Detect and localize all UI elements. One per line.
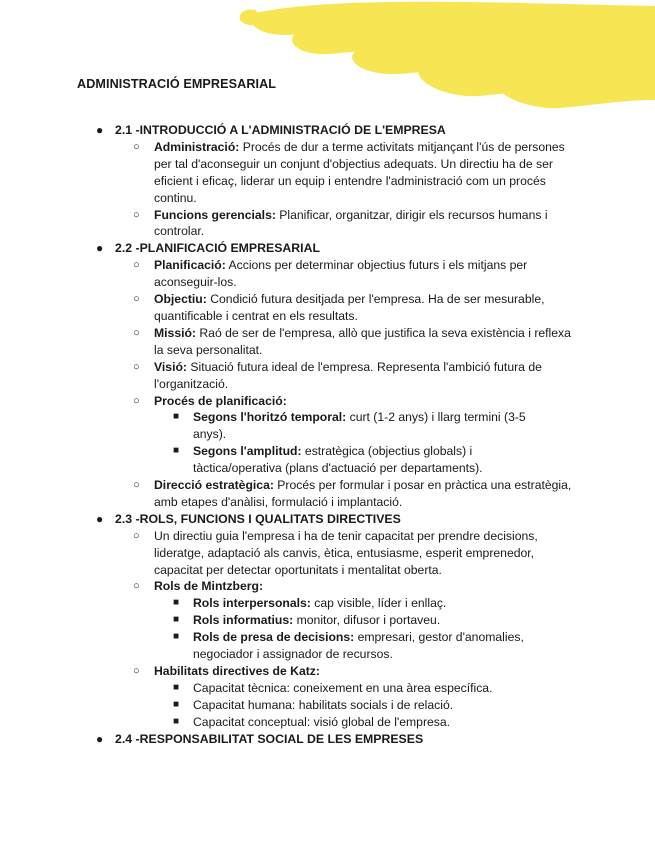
document-title: ADMINISTRACIÓ EMPRESARIAL bbox=[77, 77, 277, 91]
square-bullet: ■ bbox=[173, 411, 180, 423]
sub-list-item: ■ Rols de presa de decisions: empresari, gestor d'anomalies, negociador i assignador de recursos. bbox=[173, 630, 524, 662]
circle-bullet: ○ bbox=[133, 140, 140, 153]
sub-list-item: ■ Rols interpersonals: cap visible, líder i enllaç. bbox=[173, 596, 447, 611]
list-item: ○ Planificació: Accions per determinar objectius futurs i els mitjans per aconseguir-los. bbox=[133, 258, 528, 290]
circle-bullet: ○ bbox=[133, 479, 140, 492]
sub-list-item: ■ Capacitat conceptual: visió global de l'empresa. bbox=[173, 714, 451, 729]
section-heading: ● 2.2 -PLANIFICACIÓ EMPRESARIAL bbox=[96, 241, 320, 256]
list-item: ○ Visió: Situació futura ideal de l'empresa. Representa l'ambició futura de l'organització. bbox=[133, 359, 542, 391]
circle-bullet: ○ bbox=[133, 293, 140, 306]
circle-bullet: ○ bbox=[133, 259, 140, 272]
square-bullet: ■ bbox=[173, 681, 180, 693]
list-item: ○ Missió: Raó de ser de l'empresa, allò que justifica la seva existència i reflexa la seva personalitat. bbox=[133, 325, 571, 357]
disc-bullet: ● bbox=[96, 241, 104, 256]
sub-list-item: ■ Segons l'amplitud: estratègica (objectius globals) i tàctica/operativa (plans d'actuació per departaments). bbox=[173, 444, 483, 476]
sub-list-item: ■ Capacitat tècnica: coneixement en una àrea específica. bbox=[173, 680, 493, 695]
list-item: ○ Habilitats directives de Katz: bbox=[133, 664, 320, 678]
section-heading: ● 2.4 -RESPONSABILITAT SOCIAL DE LES EMPRESES bbox=[96, 731, 424, 746]
circle-bullet: ○ bbox=[133, 326, 140, 339]
sub-list-item: ■ Segons l'horitzó temporal: curt (1-2 anys) i llarg termini (3-5 anys). bbox=[173, 410, 526, 442]
list-item: ○ Un directiu guia l'empresa i ha de tenir capacitat per prendre decisions, lideratge, adaptació als canvis, ètica, entusiasme, esperit emprenedor, capacitat per detectar oportunitats i mentalitat oberta. bbox=[133, 528, 538, 577]
circle-bullet: ○ bbox=[133, 580, 140, 593]
circle-bullet: ○ bbox=[133, 665, 140, 677]
highlighter-scribble bbox=[0, 0, 655, 130]
disc-bullet: ● bbox=[96, 123, 104, 137]
circle-bullet: ○ bbox=[133, 529, 140, 542]
square-bullet: ■ bbox=[173, 597, 180, 609]
square-bullet: ■ bbox=[173, 715, 180, 727]
circle-bullet: ○ bbox=[133, 208, 140, 221]
circle-bullet: ○ bbox=[133, 360, 140, 373]
list-item: ○ Procés de planificació: bbox=[133, 393, 287, 408]
list-item: ○ Rols de Mintzberg: bbox=[133, 579, 264, 594]
section-heading: ● 2.3 -ROLS, FUNCIONS I QUALITATS DIRECTIVES bbox=[96, 511, 401, 526]
list-item: ○ Objectiu: Condició futura desitjada per l'empresa. Ha de ser mesurable, quantificable i centrat en els resultats. bbox=[133, 292, 545, 323]
list-item: ○ Administració: Procés de dur a terme activitats mitjançant l'ús de persones per tal d'aconseguir un conjunt d'objectius adequats. Un directiu ha de ser eficient i eficaç, liderar un equip i entendre l'administració com un procés continu. bbox=[133, 139, 565, 205]
square-bullet: ■ bbox=[173, 614, 180, 626]
section-heading: ● 2.1 -INTRODUCCIÓ A L'ADMINISTRACIÓ DE L'EMPRESA bbox=[96, 123, 446, 137]
list-item: ○ Direcció estratègica: Procés per formular i posar en pràctica una estratègia, amb etapes d'anàlisi, formulació i implantació. bbox=[133, 478, 572, 509]
disc-bullet: ● bbox=[96, 511, 104, 526]
list-item: ○ Funcions gerencials: Planificar, organitzar, dirigir els recursos humans i controlar. bbox=[133, 207, 548, 239]
sub-list-item: ■ Capacitat humana: habilitats socials i de relació. bbox=[173, 697, 454, 712]
notes-body bbox=[0, 122, 655, 748]
disc-bullet: ● bbox=[96, 731, 104, 746]
square-bullet: ■ bbox=[173, 445, 180, 457]
sub-list-item: ■ Rols informatius: monitor, difusor i portaveu. bbox=[173, 613, 441, 628]
square-bullet: ■ bbox=[173, 698, 180, 710]
square-bullet: ■ bbox=[173, 631, 180, 643]
circle-bullet: ○ bbox=[133, 394, 140, 407]
